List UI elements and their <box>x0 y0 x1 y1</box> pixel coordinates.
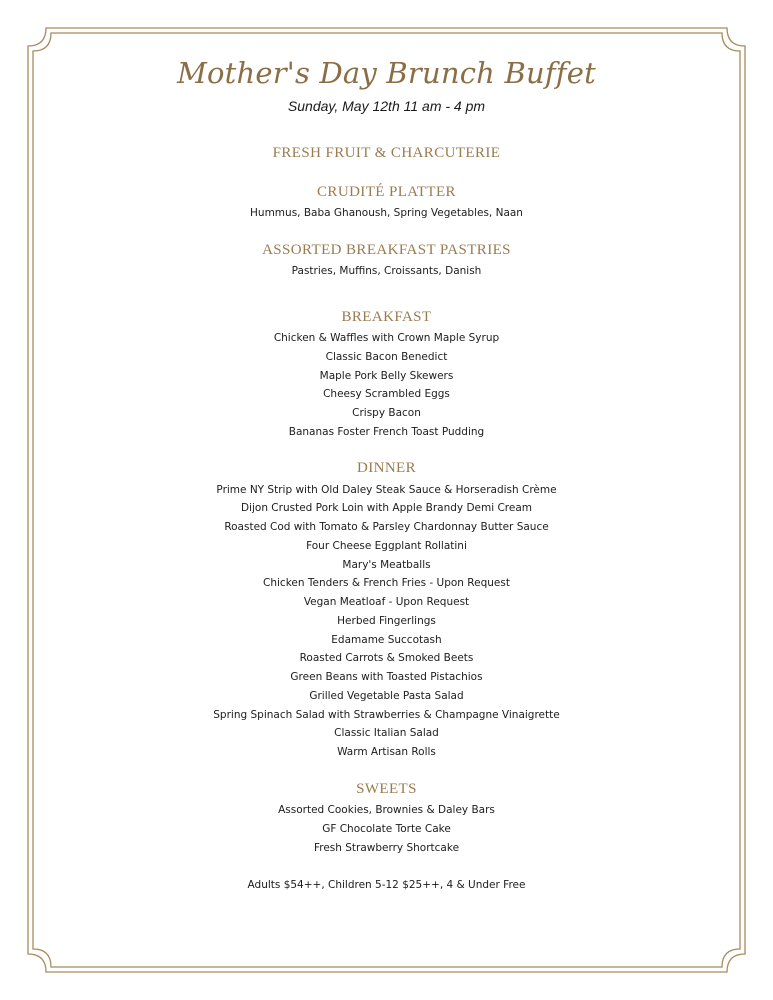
menu-item: Crispy Bacon <box>352 407 421 419</box>
menu-item: GF Chocolate Torte Cake <box>322 823 451 835</box>
menu-item: Hummus, Baba Ghanoush, Spring Vegetables, Naan <box>250 207 523 219</box>
menu-item: Prime NY Strip with Old Daley Steak Sauce & Horseradish Crème <box>216 484 557 496</box>
menu-item: Cheesy Scrambled Eggs <box>323 388 450 400</box>
menu-item: Bananas Foster French Toast Pudding <box>288 426 485 438</box>
menu-item: Green Beans with Toasted Pistachios <box>290 671 483 683</box>
menu-item: Grilled Vegetable Pasta Salad <box>309 690 464 702</box>
menu-item: Classic Italian Salad <box>334 727 439 739</box>
menu-item: Warm Artisan Rolls <box>337 746 436 758</box>
menu-item: Dijon Crusted Pork Loin with Apple Brandy Demi Cream <box>240 502 533 514</box>
section-heading-dinner: DINNER <box>356 460 417 476</box>
pricing-line: Adults $54++, Children 5-12 $25++, 4 & Under Free <box>247 879 526 891</box>
menu-title: Mother's Day Brunch Buffet <box>177 56 596 90</box>
menu-item: Mary's Meatballs <box>342 559 431 571</box>
section-heading-pastries: ASSORTED BREAKFAST PASTRIES <box>262 242 511 258</box>
section-heading-crudite: CRUDITÉ PLATTER <box>317 184 456 200</box>
menu-item: Edamame Succotash <box>331 634 442 646</box>
menu-item: Maple Pork Belly Skewers <box>319 370 454 382</box>
menu-item: Four Cheese Eggplant Rollatini <box>306 540 467 552</box>
menu-item: Chicken Tenders & French Fries - Upon Request <box>263 577 510 589</box>
menu-item: Herbed Fingerlings <box>337 615 436 627</box>
menu-item: Assorted Cookies, Brownies & Daley Bars <box>278 804 495 816</box>
menu-item: Chicken & Waffles with Crown Maple Syrup <box>273 332 500 344</box>
menu-item: Roasted Carrots & Smoked Beets <box>299 652 474 664</box>
menu-item: Spring Spinach Salad with Strawberries & Champagne Vinaigrette <box>213 709 560 721</box>
section-heading-breakfast: BREAKFAST <box>341 309 432 325</box>
menu-item: Fresh Strawberry Shortcake <box>313 842 460 854</box>
event-date: Sunday, May 12th 11 am - 4 pm <box>287 98 486 114</box>
section-heading-fruit: FRESH FRUIT & CHARCUTERIE <box>272 145 501 161</box>
menu-item: Classic Bacon Benedict <box>325 351 448 363</box>
menu-item: Roasted Cod with Tomato & Parsley Chardonnay Butter Sauce <box>224 521 549 533</box>
section-heading-sweets: SWEETS <box>356 781 417 797</box>
menu-item: Pastries, Muffins, Croissants, Danish <box>291 265 482 277</box>
menu-item: Vegan Meatloaf - Upon Request <box>303 596 470 608</box>
